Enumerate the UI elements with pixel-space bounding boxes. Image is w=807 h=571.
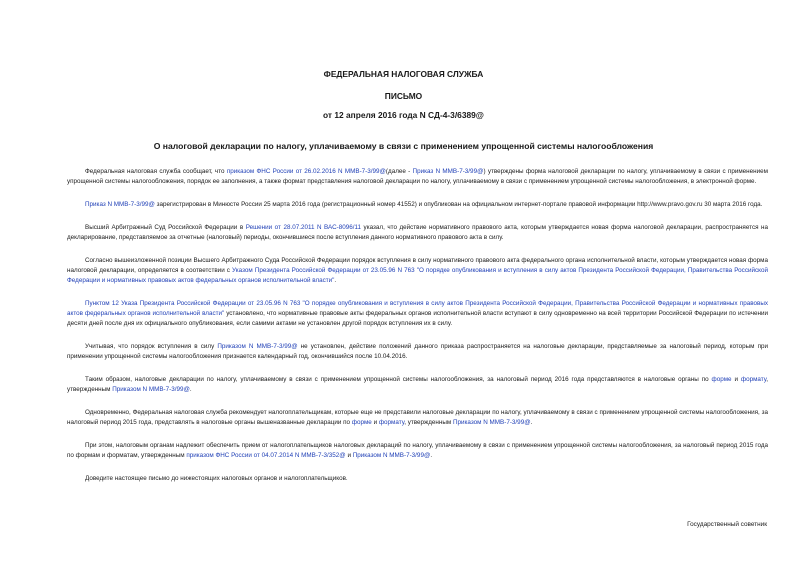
paragraph-text: указал, что действие нормативного правового акта, которым утверждается новая форма налоговой декларации, распространяется на декларирование, представляемое за отчетные (налоговый) периоды, окончившиеся после вступления данного нормативного правового акта в силу.	[67, 224, 768, 241]
paragraph	[67, 441, 768, 461]
paragraph	[67, 167, 768, 187]
paragraph	[67, 375, 768, 395]
legal-reference-link[interactable]: Приказом N ММВ-7-3/99@	[452, 419, 531, 426]
paragraph	[67, 474, 768, 484]
legal-reference-link[interactable]: формату	[378, 419, 405, 426]
paragraph-text: Высший Арбитражный Суд Российской Федерации в	[85, 224, 246, 231]
paragraph-text: , утвержденным	[404, 419, 453, 426]
signer-title: Государственный советник	[687, 521, 767, 528]
paragraph-text: зарегистрирован в Минюсте России 25 марта 2016 года (регистрационный номер 41552) и опубликован на официальном интернет-портале правовой информации http://www.pravo.gov.ru 30 марта 2016 года.	[154, 201, 763, 208]
paragraph-text: Федеральная налоговая служба сообщает, что	[85, 168, 227, 175]
legal-reference-link[interactable]: форме	[711, 376, 732, 383]
paragraph-text: Одновременно, Федеральная налоговая служба рекомендует налогоплательщикам, которые еще не представили налоговые декларации по налогу, уплачиваемому в связи с применением упрощенной системы налогообложения, за налоговый период 2015 года, представлять в налоговые органы вышеназванные декларации по	[67, 409, 768, 426]
legal-reference-link[interactable]: Пунктом 12 Указа Президента Российской Федерации от 23.05.96 N 763 "О порядке опубликования и вступления в силу актов Президента Российской Федерации, Правительства Российской Федерации и нормативных правовых актов федеральных органов исполнительной власти"	[67, 300, 768, 317]
legal-reference-link[interactable]: форме	[351, 419, 372, 426]
paragraph-text: и	[731, 376, 741, 383]
paragraph-text: Таким образом, налоговые декларации по налогу, уплачиваемому в связи с применением упрощенной системы налогообложения, за налоговый период 2016 года представляются в налоговые органы по	[85, 376, 712, 383]
paragraph-text: При этом, налоговым органам надлежит обеспечить прием от налогоплательщиков налоговых деклараций по налогу, уплачиваемому в связи с применением упрощенной системы налогообложения, за налоговый период 2015 года по формам и форматам, утвержденным	[67, 442, 768, 459]
paragraph-text: .	[334, 277, 337, 284]
document-date-number: от 12 апреля 2016 года N СД-4-3/6389@	[323, 110, 484, 120]
paragraph	[67, 342, 768, 362]
legal-reference-link[interactable]: приказом ФНС России от 04.07.2014 N ММВ-7-3/352@	[186, 452, 346, 459]
paragraph	[67, 408, 768, 428]
paragraph-text: установлено, что нормативные правовые акты федеральных органов исполнительной власти вступают в силу одновременно на всей территории Российской Федерации по истечении десяти дней после дня их официального опубликования, если самими актами не установлен другой порядок вступления их в силу.	[67, 310, 769, 327]
legal-reference-link[interactable]: Приказом N ММВ-7-3/99@	[217, 343, 298, 350]
paragraph-text: и	[371, 419, 379, 426]
legal-reference-link[interactable]: формату	[740, 376, 767, 383]
legal-reference-link[interactable]: Приказом N ММВ-7-3/99@	[352, 452, 431, 459]
legal-reference-link[interactable]: Указом Президента Российской Федерации от 23.05.96 N 763 "О порядке опубликования и вступления в силу актов Президента Российской Федерации, Правительства Российской Федерации и нормативных правовых актов федеральных органов исполнительной власти"	[67, 267, 768, 284]
paragraph-text: , утвержденным	[67, 376, 768, 393]
legal-reference-link[interactable]: Приказ N ММВ-7-3/99@	[85, 201, 155, 208]
document-body	[67, 167, 768, 497]
paragraph-text: .	[530, 419, 533, 426]
agency-title: ФЕДЕРАЛЬНАЯ НАЛОГОВАЯ СЛУЖБА	[323, 69, 484, 79]
paragraph-text: (далее -	[385, 168, 413, 175]
paragraph-text: Учитывая, что порядок вступления в силу	[85, 343, 218, 350]
paragraph-text: ) утверждены форма налоговой декларации по налогу, уплачиваемому в связи с применением упрощенной системы налогообложения, порядок ее заполнения, а также формат представления налоговой декларации по налогу, уплачиваемому в связи с применением упрощенной системы налогообложения, в электронной форме.	[67, 168, 768, 185]
legal-reference-link[interactable]: Решении от 28.07.2011 N ВАС-8096/11	[245, 224, 362, 231]
paragraph-text: Согласно вышеизложенной позиции Высшего Арбитражного Суда Российской Федерации порядок вступления в силу нормативного правового акта федерального органа исполнительной власти, которым утверждается новая форма налоговой декларации, определяется в соответствии с	[67, 257, 768, 274]
legal-reference-link[interactable]: Приказом N ММВ-7-3/99@	[112, 386, 190, 393]
paragraph	[67, 256, 768, 286]
legal-reference-link[interactable]: Приказ N ММВ-7-3/99@	[412, 168, 484, 175]
paragraph	[67, 299, 768, 329]
document-subject: О налоговой декларации по налогу, уплачиваемому в связи с применением упрощенной системы налогообложения	[153, 141, 654, 151]
paragraph-text: и	[345, 452, 353, 459]
paragraph-text: не установлен, действие положений данного приказа распространяется на налоговые декларации, представляемые за налоговый период, которым при применении упрощенной системы налогообложения признается календарный год, окончившийся после 10.04.2016.	[67, 343, 768, 360]
paragraph-text: Доведите настоящее письмо до нижестоящих налоговых органов и налогоплательщиков.	[85, 475, 348, 482]
document-type: ПИСЬМО	[384, 91, 423, 101]
paragraph	[67, 223, 768, 243]
legal-reference-link[interactable]: приказом ФНС России от 26.02.2016 N ММВ-7-3/99@	[226, 168, 386, 175]
paragraph	[67, 200, 768, 210]
paragraph-text: .	[189, 386, 192, 393]
paragraph-text: .	[430, 452, 433, 459]
